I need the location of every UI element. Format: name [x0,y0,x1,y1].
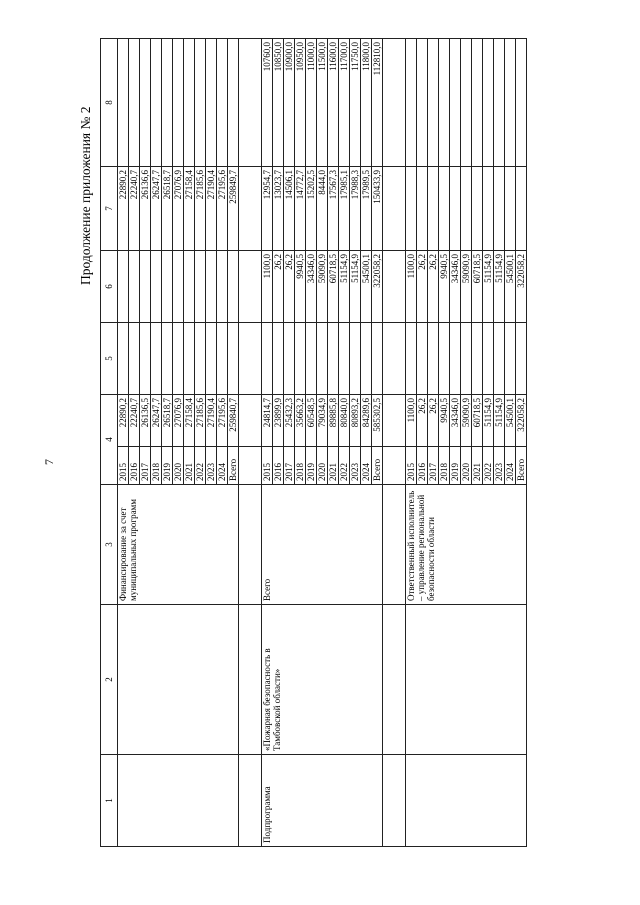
col6-value: 322058,2 [372,251,383,323]
col6-value: 9940,5 [295,251,306,323]
col8-value: 11600,0 [328,39,339,167]
col8-value [184,39,195,167]
year-cell: 2018 [439,447,450,485]
col5-value [306,323,317,395]
col4-value: 51154,9 [494,395,505,447]
col7-value: 26136,6 [140,167,151,251]
col-header-1: 1 [101,755,118,847]
year-cell: Всего [516,447,527,485]
col7-value: 27158,4 [184,167,195,251]
col7-value [505,167,516,251]
col5-value [328,323,339,395]
col6-value: 9940,5 [439,251,450,323]
col5-value [361,323,372,395]
col7-value: 27076,9 [173,167,184,251]
row-col1: Подпрограмма [262,755,383,847]
col7-value: 13023,7 [273,167,284,251]
col6-value: 54500,1 [505,251,516,323]
col7-value [439,167,450,251]
col7-value: 17989,5 [361,167,372,251]
year-cell: 2015 [262,447,273,485]
col8-value: 11700,0 [339,39,350,167]
page-number: 7 [42,459,56,465]
col5-value [173,323,184,395]
table-body [118,39,527,847]
col7-value: 150433,9 [372,167,383,251]
col5-value [505,323,516,395]
col4-value: 84289,6 [361,395,372,447]
spacer-cell [383,39,406,167]
spacer-cell [383,447,406,485]
year-cell: 2024 [217,447,228,485]
year-cell: 2023 [494,447,505,485]
col7-value: 15202,5 [306,167,317,251]
col4-value: 54500,1 [505,395,516,447]
col4-value: 27195,6 [217,395,228,447]
year-cell: 2019 [162,447,173,485]
col8-value [129,39,140,167]
year-cell: 2022 [195,447,206,485]
year-cell: 2016 [417,447,428,485]
row-col2 [118,605,239,755]
appendix-title: Продолжение приложения № 2 [78,106,93,285]
col5-value [406,323,417,395]
row-source: Всего [262,485,383,605]
col7-value [406,167,417,251]
col6-value [151,251,162,323]
year-cell: 2016 [129,447,140,485]
col4-value: 35663,2 [295,395,306,447]
year-cell: 2021 [184,447,195,485]
col5-value [516,323,527,395]
row-col2 [406,605,527,755]
col8-value: 10900,0 [284,39,295,167]
col4-value: 25432,3 [284,395,295,447]
col7-value [483,167,494,251]
table-row [406,39,417,847]
col8-value [162,39,173,167]
col6-value: 54500,1 [361,251,372,323]
col8-value [516,39,527,167]
col8-value [461,39,472,167]
col8-value [118,39,129,167]
col5-value [472,323,483,395]
year-cell: 2019 [306,447,317,485]
col6-value: 34346,0 [450,251,461,323]
col6-value: 34346,0 [306,251,317,323]
year-cell: 2018 [151,447,162,485]
year-cell: 2018 [295,447,306,485]
col4-value: 585302,5 [372,395,383,447]
col4-value: 27158,4 [184,395,195,447]
col5-value [295,323,306,395]
col6-value: 60718,5 [328,251,339,323]
spacer-cell [383,485,406,605]
col4-value: 26518,7 [162,395,173,447]
col7-value: 14506,1 [284,167,295,251]
year-cell: 2015 [118,447,129,485]
row-col2: «Пожарная безопасность в Тамбовской области» [262,605,383,755]
col6-value: 51154,9 [350,251,361,323]
col6-value [228,251,239,323]
col-header-6: 6 [101,251,118,323]
col-header-7: 7 [101,167,118,251]
col-header-2: 2 [101,605,118,755]
col6-value: 51154,9 [339,251,350,323]
col6-value: 60718,5 [472,251,483,323]
year-cell: 2017 [140,447,151,485]
spacer-cell [239,39,262,167]
spacer-cell [383,167,406,251]
col6-value: 59090,9 [461,251,472,323]
col5-value [228,323,239,395]
col5-value [118,323,129,395]
col5-value [372,323,383,395]
row-source: Финансирование за счет муниципальных программ [118,485,239,605]
col6-value: 322058,2 [516,251,527,323]
spacer-cell [239,323,262,395]
year-cell: 2017 [284,447,295,485]
row-col1 [118,755,239,847]
col4-value: 23899,9 [273,395,284,447]
col-header-8: 8 [101,39,118,167]
col5-value [461,323,472,395]
col4-value: 26136,5 [140,395,151,447]
col5-value [317,323,328,395]
col7-value: 27195,6 [217,167,228,251]
col6-value: 59090,9 [317,251,328,323]
year-cell: Всего [228,447,239,485]
col8-value [195,39,206,167]
col4-value: 80840,0 [339,395,350,447]
col7-value: 17985,1 [339,167,350,251]
col4-value: 26247,7 [151,395,162,447]
col5-value [184,323,195,395]
spacer-row [239,39,262,847]
col7-value [472,167,483,251]
col5-value [162,323,173,395]
year-cell: 2020 [317,447,328,485]
col7-value: 26518,7 [162,167,173,251]
col4-value: 9940,5 [439,395,450,447]
col5-value [262,323,273,395]
col8-value: 10850,0 [273,39,284,167]
year-cell: 2015 [406,447,417,485]
row-col1 [406,755,527,847]
spacer-cell [239,447,262,485]
col6-value: 26,2 [273,251,284,323]
col8-value [151,39,162,167]
col6-value [118,251,129,323]
col8-value: 10760,0 [262,39,273,167]
col8-value [505,39,516,167]
year-cell: 2021 [328,447,339,485]
spacer-cell [239,605,262,755]
col5-value [350,323,361,395]
col5-value [273,323,284,395]
col7-value: 17567,3 [328,167,339,251]
col7-value [494,167,505,251]
col8-value [483,39,494,167]
col4-value: 51154,9 [483,395,494,447]
col7-value: 8444,0 [317,167,328,251]
col8-value: 11750,0 [350,39,361,167]
spacer-cell [383,323,406,395]
col5-value [129,323,140,395]
year-cell: 2024 [361,447,372,485]
col8-value: 112810,0 [372,39,383,167]
row-source: Ответственный исполнитель – управление региональной безопасности области [406,485,527,605]
spacer-cell [239,755,262,847]
year-cell: 2024 [505,447,516,485]
col5-value [494,323,505,395]
year-cell: 2020 [173,447,184,485]
col5-value [439,323,450,395]
col-header-5: 5 [101,323,118,395]
year-cell: 2023 [206,447,217,485]
col6-value: 1100,0 [262,251,273,323]
col6-value [129,251,140,323]
col4-value: 26,2 [428,395,439,447]
col4-value: 27076,9 [173,395,184,447]
col8-value [140,39,151,167]
year-cell: 2017 [428,447,439,485]
col6-value: 51154,9 [483,251,494,323]
col7-value: 22240,7 [129,167,140,251]
col8-value [217,39,228,167]
col4-value: 27185,6 [195,395,206,447]
col-header-4: 4 [101,395,118,485]
col5-value [339,323,350,395]
col8-value [450,39,461,167]
col8-value: 11000,0 [306,39,317,167]
spacer-cell [239,395,262,447]
col7-value: 27190,4 [206,167,217,251]
col6-value [162,251,173,323]
col7-value [428,167,439,251]
spacer-row [383,39,406,847]
year-cell: 2022 [339,447,350,485]
col5-value [195,323,206,395]
col8-value [428,39,439,167]
col8-value: 11800,0 [361,39,372,167]
col7-value: 27185,6 [195,167,206,251]
col6-value [195,251,206,323]
col5-value [417,323,428,395]
col4-value: 22240,7 [129,395,140,447]
year-cell: 2019 [450,447,461,485]
spacer-cell [383,251,406,323]
spacer-cell [383,755,406,847]
col4-value: 26,2 [417,395,428,447]
col4-value: 22890,2 [118,395,129,447]
year-cell: 2021 [472,447,483,485]
col5-value [284,323,295,395]
col5-value [140,323,151,395]
col7-value [461,167,472,251]
col5-value [206,323,217,395]
col6-value: 51154,9 [494,251,505,323]
col6-value [217,251,228,323]
spacer-cell [239,485,262,605]
col4-value: 34346,0 [450,395,461,447]
col8-value: 10950,0 [295,39,306,167]
col8-value [439,39,450,167]
spacer-cell [383,395,406,447]
spacer-cell [383,605,406,755]
col5-value [428,323,439,395]
col4-value: 60718,5 [472,395,483,447]
header-row [101,39,118,847]
col8-value [417,39,428,167]
col4-value: 322058,2 [516,395,527,447]
spacer-cell [239,251,262,323]
col7-value [450,167,461,251]
year-cell: 2022 [483,447,494,485]
col4-value: 79034,9 [317,395,328,447]
col4-value: 24814,7 [262,395,273,447]
year-cell: Всего [372,447,383,485]
col7-value: 12954,7 [262,167,273,251]
budget-table [100,38,527,847]
col7-value: 259849,7 [228,167,239,251]
col6-value: 26,2 [428,251,439,323]
year-cell: 2020 [461,447,472,485]
col6-value [184,251,195,323]
col8-value: 11500,0 [317,39,328,167]
col5-value [151,323,162,395]
col4-value: 1100,0 [406,395,417,447]
col6-value: 26,2 [284,251,295,323]
col8-value [406,39,417,167]
col4-value: 60548,5 [306,395,317,447]
year-cell: 2023 [350,447,361,485]
year-cell: 2016 [273,447,284,485]
col7-value: 26247,7 [151,167,162,251]
spacer-cell [239,167,262,251]
col4-value: 80893,2 [350,395,361,447]
col6-value [173,251,184,323]
col4-value: 59090,9 [461,395,472,447]
col6-value: 26,2 [417,251,428,323]
col8-value [494,39,505,167]
table-row [118,39,129,847]
col7-value: 22890,2 [118,167,129,251]
col8-value [472,39,483,167]
col4-value: 259840,7 [228,395,239,447]
col8-value [173,39,184,167]
col8-value [228,39,239,167]
table-row [262,39,273,847]
col-header-3: 3 [101,485,118,605]
col6-value [140,251,151,323]
col6-value [206,251,217,323]
col7-value [417,167,428,251]
col5-value [450,323,461,395]
col8-value [206,39,217,167]
col5-value [483,323,494,395]
col4-value: 27190,4 [206,395,217,447]
col7-value: 14772,7 [295,167,306,251]
col5-value [217,323,228,395]
col7-value [516,167,527,251]
col4-value: 89885,8 [328,395,339,447]
budget-table-wrap [100,39,630,847]
col6-value: 1100,0 [406,251,417,323]
col7-value: 17988,3 [350,167,361,251]
